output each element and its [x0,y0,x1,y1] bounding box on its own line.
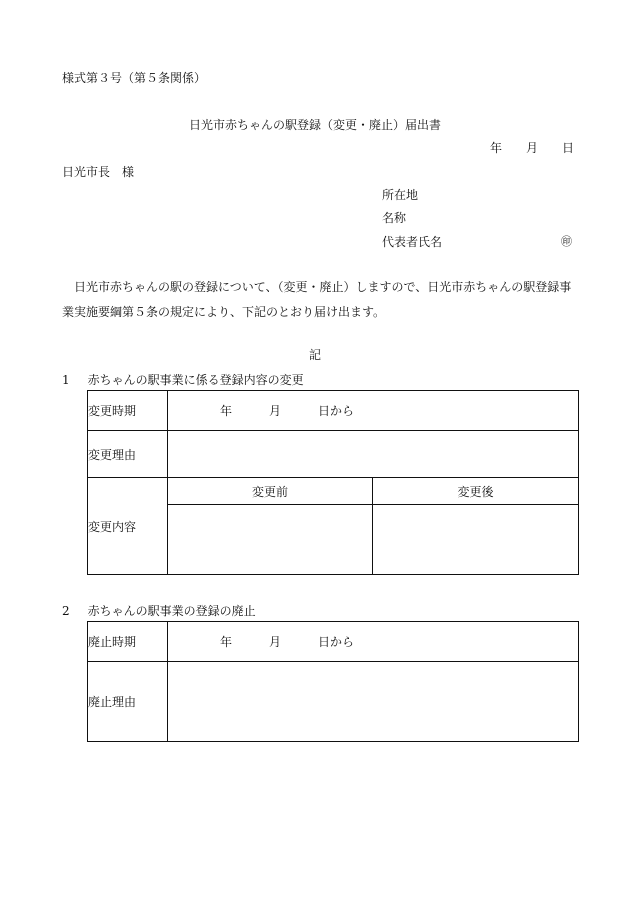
date-year-label: 年 [490,141,503,155]
change-period-cell[interactable] [168,391,579,431]
section1-heading [62,373,304,387]
seal-mark: ㊞ [561,235,572,248]
ki-heading: 記 [308,348,321,362]
after-change-header: 変更後 [373,478,579,505]
date-month-label: 月 [526,141,539,155]
change-table [87,390,579,575]
change-reason-cell[interactable] [168,431,579,478]
body-paragraph: 日光市赤ちゃんの駅の登録について、（変更・廃止）しますので、日光市赤ちゃんの駅登録事業実施要綱第５条の規定により、下記のとおり届け出ます。 [62,280,572,319]
section1-title: 赤ちゃんの駅事業に係る登録内容の変更 [87,373,304,387]
form-number: 様式第３号（第５条関係） [62,71,207,85]
abolition-table [87,621,579,742]
change-period-label: 変更時期 [88,391,168,431]
change-reason-label: 変更理由 [88,431,168,478]
abolition-reason-cell[interactable] [168,662,579,742]
address-label: 所在地 [382,188,419,202]
change-period-from: 日から [318,404,355,418]
section2-heading [62,604,256,618]
section1-number: 1 [62,373,70,387]
abolition-reason-label: 廃止理由 [88,662,168,742]
abolition-period-month: 月 [269,635,282,649]
change-period-month: 月 [269,404,282,418]
abolition-period-year: 年 [220,635,233,649]
change-period-year: 年 [220,404,233,418]
section2-title: 赤ちゃんの駅事業の登録の廃止 [87,604,256,618]
section2-number: 2 [62,604,70,618]
date-day-label: 日 [562,141,575,155]
abolition-period-from: 日から [318,635,355,649]
addressee: 日光市長 様 [62,165,135,179]
representative-label: 代表者氏名 [382,235,443,249]
abolition-period-label: 廃止時期 [88,622,168,662]
abolition-period-cell[interactable] [168,622,579,662]
change-content-label: 変更内容 [88,478,168,575]
document-title: 日光市赤ちゃんの駅登録（変更・廃止）届出書 [188,118,441,132]
before-change-cell[interactable] [168,505,373,575]
before-change-header: 変更前 [168,478,373,505]
name-label: 名称 [382,211,407,225]
after-change-cell[interactable] [373,505,579,575]
